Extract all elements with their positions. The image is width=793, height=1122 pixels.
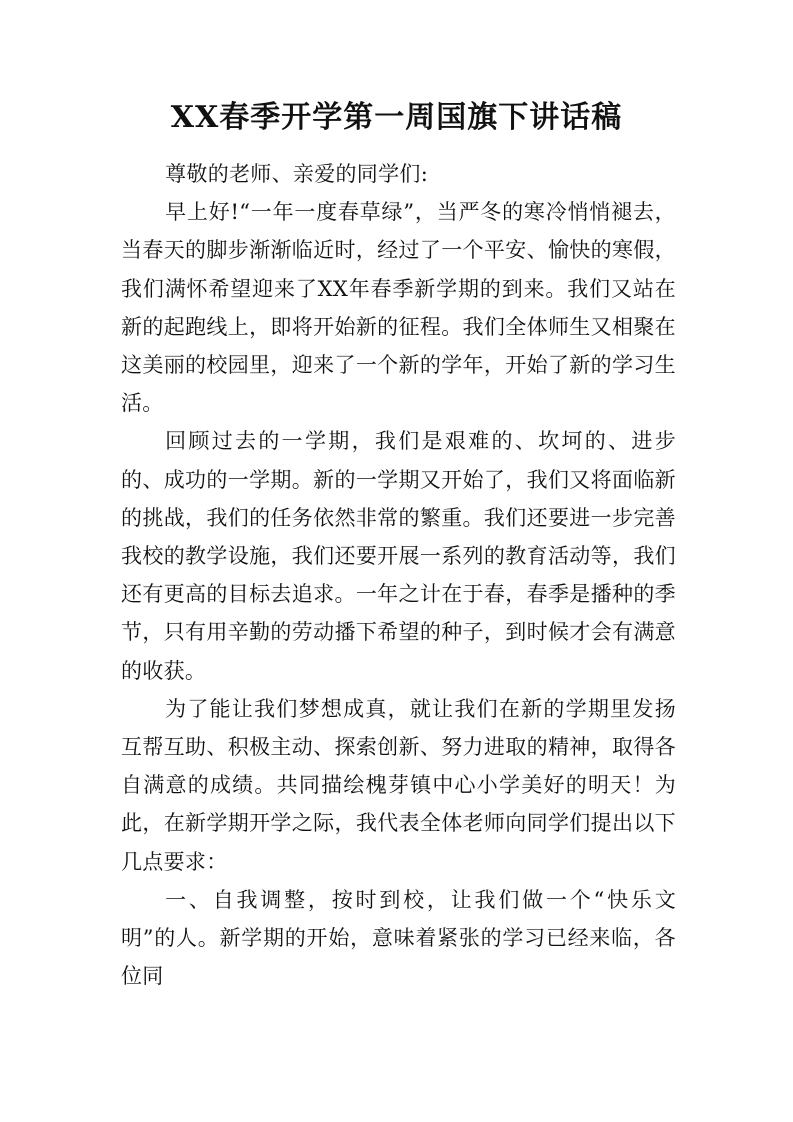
requirement-one-paragraph: 一、自我调整，按时到校，让我们做一个“快乐文明”的人。新学期的开始，意味着紧张的学习已经来临，各位同 xyxy=(121,887,676,989)
document-body xyxy=(121,155,676,995)
salutation-paragraph: 尊敬的老师、亲爱的同学们: xyxy=(165,162,429,186)
document-title: XX春季开学第一周国旗下讲话稿 xyxy=(170,100,623,135)
greeting-paragraph: 早上好!“一年一度春草绿”，当严冬的寒冷悄悄褪去，当春天的脚步渐渐临近时，经过了一个平安、愉快的寒假，我们满怀希望迎来了XX年春季新学期的到来。我们又站在新的起跑线上，即将开始新的征程。我们全体师生又相聚在这美丽的校园里，迎来了一个新的学年，开始了新的学习生活。 xyxy=(121,200,676,416)
review-paragraph: 回顾过去的一学期，我们是艰难的、坎坷的、进步的、成功的一学期。新的一学期又开始了，我们又将面临新的挑战，我们的任务依然非常的繁重。我们还要进一步完善我校的教学设施，我们还要开展一系列的教育活动等，我们还有更高的目标去追求。一年之计在于春，春季是播种的季节，只有用辛勤的劳动播下希望的种子，到时候才会有满意的收获。 xyxy=(121,429,676,683)
goals-paragraph: 为了能让我们梦想成真，就让我们在新的学期里发扬互帮互助、积极主动、探索创新、努力进取的精神，取得各自满意的成绩。共同描绘槐芽镇中心小学美好的明天！为此，在新学期开学之际，我代表全体老师向同学们提出以下几点要求： xyxy=(121,696,676,874)
